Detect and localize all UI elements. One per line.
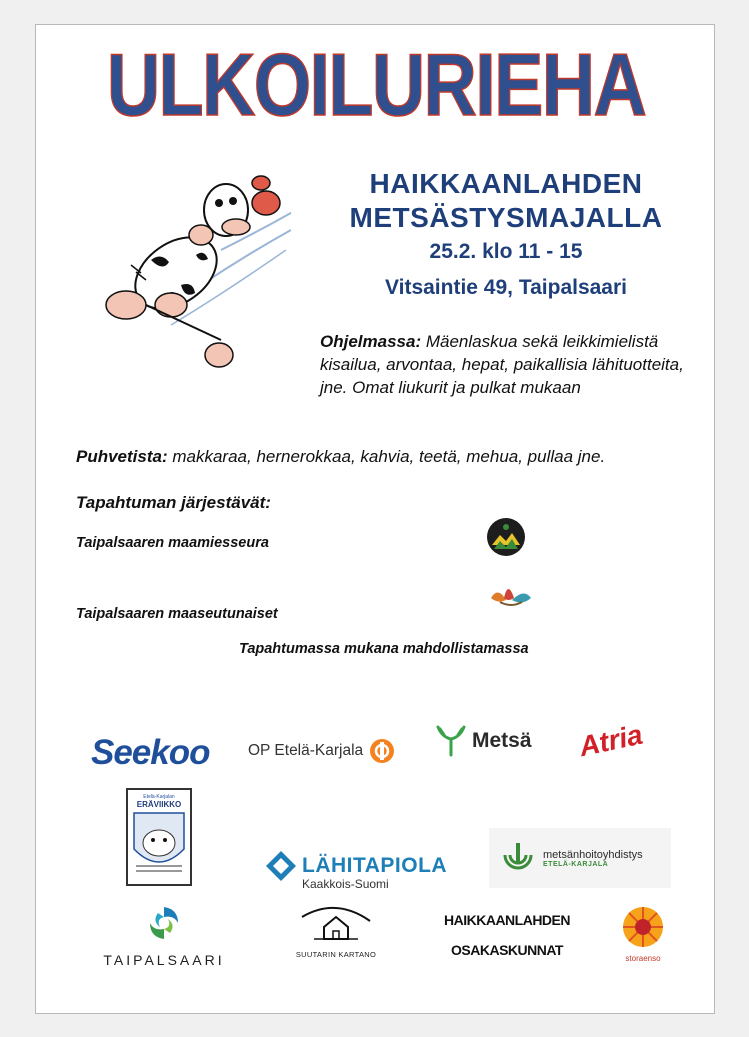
- eraviikko-small-text: Etelä-Karjalan: [143, 794, 175, 800]
- sponsor-lahitapiola-logo: [264, 849, 448, 891]
- sponsor-suutari-logo: [281, 903, 391, 959]
- haikkaan-line-1: HAIKKAANLAHDEN: [444, 912, 570, 928]
- lahitapiola-name: LÄHITAPIOLA: [302, 854, 448, 877]
- sponsor-storaenso-logo: [618, 905, 668, 963]
- event-address: Vitsaintie 49, Taipalsaari: [384, 276, 627, 299]
- sponsor-op-logo: [248, 738, 395, 764]
- venue-block: [306, 167, 706, 305]
- venue-line-1: HAIKKAANLAHDEN: [369, 168, 643, 199]
- op-circle-icon: [369, 738, 395, 764]
- organizer-maaseutunaiset: Taipalsaaren maaseutunaiset: [76, 606, 278, 622]
- sponsor-mhy-logo: [489, 828, 671, 888]
- eraviikko-name: ERÄVIIKKO: [136, 800, 182, 809]
- suutari-house-icon: [296, 903, 376, 945]
- maamiesseura-logo-icon: [486, 517, 526, 557]
- event-date-time: 25.2. klo 11 - 15: [429, 240, 583, 263]
- taipalsaari-name: TAIPALSAARI: [103, 952, 225, 968]
- poster-title: ULKOILURIEHA: [106, 35, 646, 134]
- sponsor-eraviikko-logo: [126, 788, 192, 886]
- suutari-name: SUUTARIN KARTANO: [295, 950, 377, 959]
- mhy-tree-rings-icon: [501, 841, 535, 875]
- sledding-cow-illustration: [71, 155, 291, 370]
- venue-line-2: METSÄSTYSMAJALLA: [349, 202, 663, 233]
- sponsor-haikkaan-osakaskunnat: [432, 905, 582, 965]
- sponsor-seekoo-logo: Seekoo: [91, 733, 210, 772]
- sponsor-metsa-logo: [434, 725, 532, 757]
- sponsor-atria-logo: Atria: [576, 718, 646, 763]
- cafe-description: [76, 445, 706, 469]
- program-label: Ohjelmassa:: [320, 332, 422, 351]
- moose-antler-icon: [434, 725, 468, 757]
- eraviikko-seal-icon: [128, 809, 190, 879]
- mhy-subtitle: ETELÄ-KARJALA: [543, 860, 609, 868]
- organizer-maamiesseura: Taipalsaaren maamiesseura: [76, 535, 269, 551]
- haikkaan-line-2: OSAKASKUNNAT: [451, 942, 563, 958]
- taipalsaari-swirl-icon: [144, 903, 184, 943]
- cafe-label: Puhvetista:: [76, 447, 168, 466]
- op-name: OP Etelä-Karjala: [248, 742, 364, 759]
- maaseutunaiset-logo-icon: [486, 578, 536, 613]
- organizers-heading: Tapahtuman järjestävät:: [76, 493, 271, 512]
- supporters-heading: Tapahtumassa mukana mahdollistamassa: [239, 641, 529, 657]
- metsa-name: Metsä: [472, 729, 532, 752]
- storaenso-name: storaenso: [625, 954, 661, 963]
- sponsor-taipalsaari-logo: [94, 903, 234, 968]
- program-description: [320, 330, 700, 399]
- cafe-text: makkaraa, hernerokkaa, kahvia, teetä, mehua, pullaa jne.: [167, 447, 606, 466]
- storaenso-sun-icon: [621, 905, 665, 949]
- lahitapiola-diamond-icon: [264, 849, 298, 883]
- mhy-name: metsänhoitoyhdistys: [543, 848, 643, 861]
- event-poster: [35, 24, 715, 1014]
- lahitapiola-subtitle: Kaakkois-Suomi: [302, 877, 389, 891]
- program-text: Mäenlaskua sekä leikkimielistä kisailua, arvontaa, hepat, paikallisia lähituotteita, jne. Omat liukurit ja pulkat mukaan: [320, 332, 684, 397]
